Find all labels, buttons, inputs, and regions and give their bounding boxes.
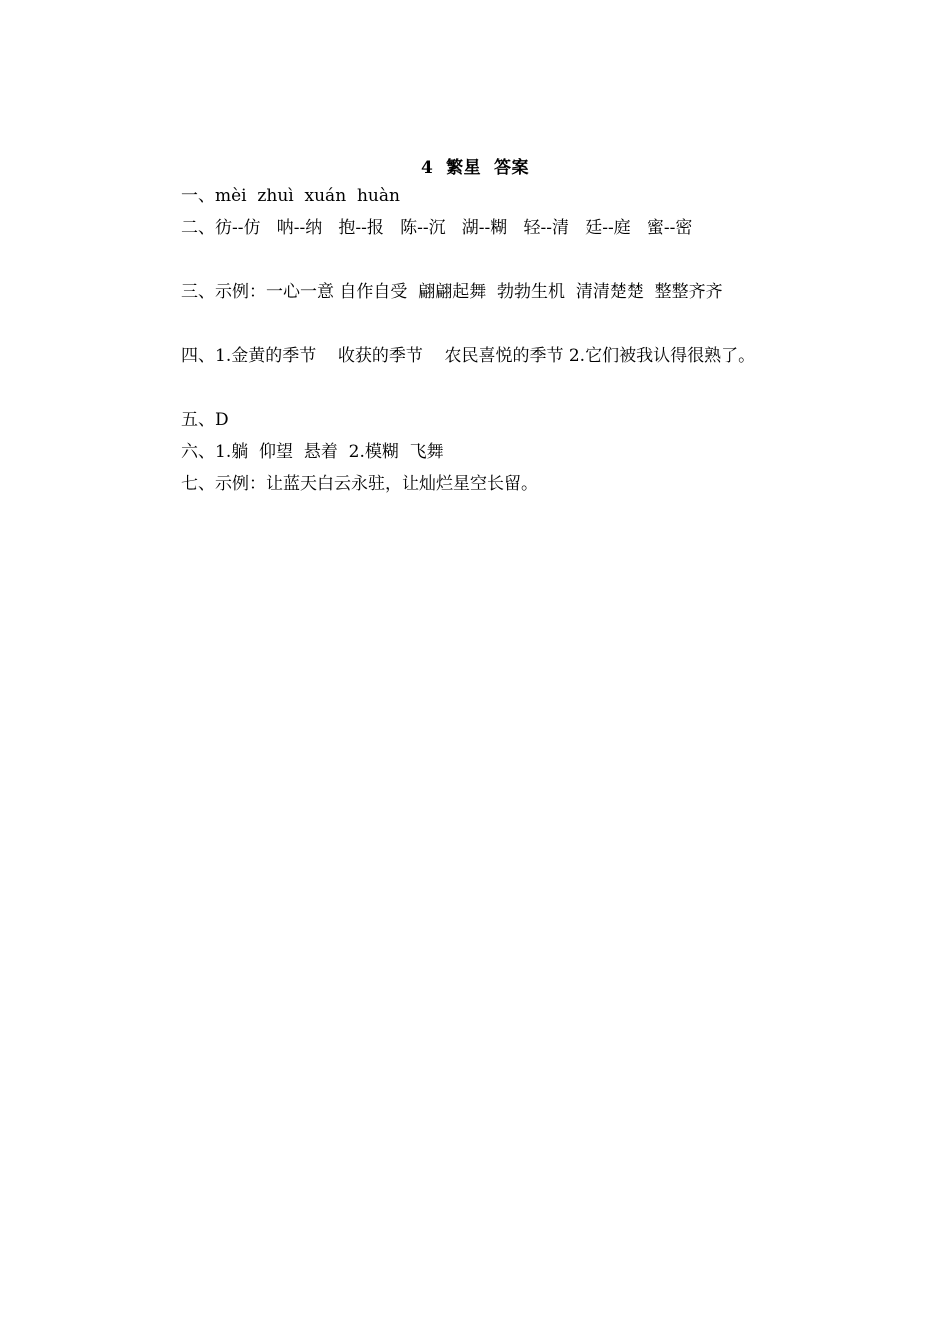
answer-section-4: 四、1.金黄的季节 收获的季节 农民喜悦的季节 2.它们被我认得很熟了。 (181, 346, 756, 366)
answer-section-3: 三、示例：一心一意 自作自受 翩翩起舞 勃勃生机 清清楚楚 整整齐齐 (181, 282, 723, 302)
document-title: 4 繁星 答案 (420, 158, 529, 178)
answer-section-7: 七、示例：让蓝天白云永驻，让灿烂星空长留。 (181, 474, 538, 494)
answer-section-2: 二、彷--仿 呐--纳 抱--报 陈--沉 湖--糊 轻--清 廷--庭 蜜--密 (181, 218, 693, 238)
answer-section-5: 五、D (181, 410, 229, 430)
answer-section-1: 一、mèi zhuì xuán huàn (181, 186, 400, 206)
answer-section-6: 六、1.躺 仰望 悬着 2.模糊 飞舞 (181, 442, 444, 462)
